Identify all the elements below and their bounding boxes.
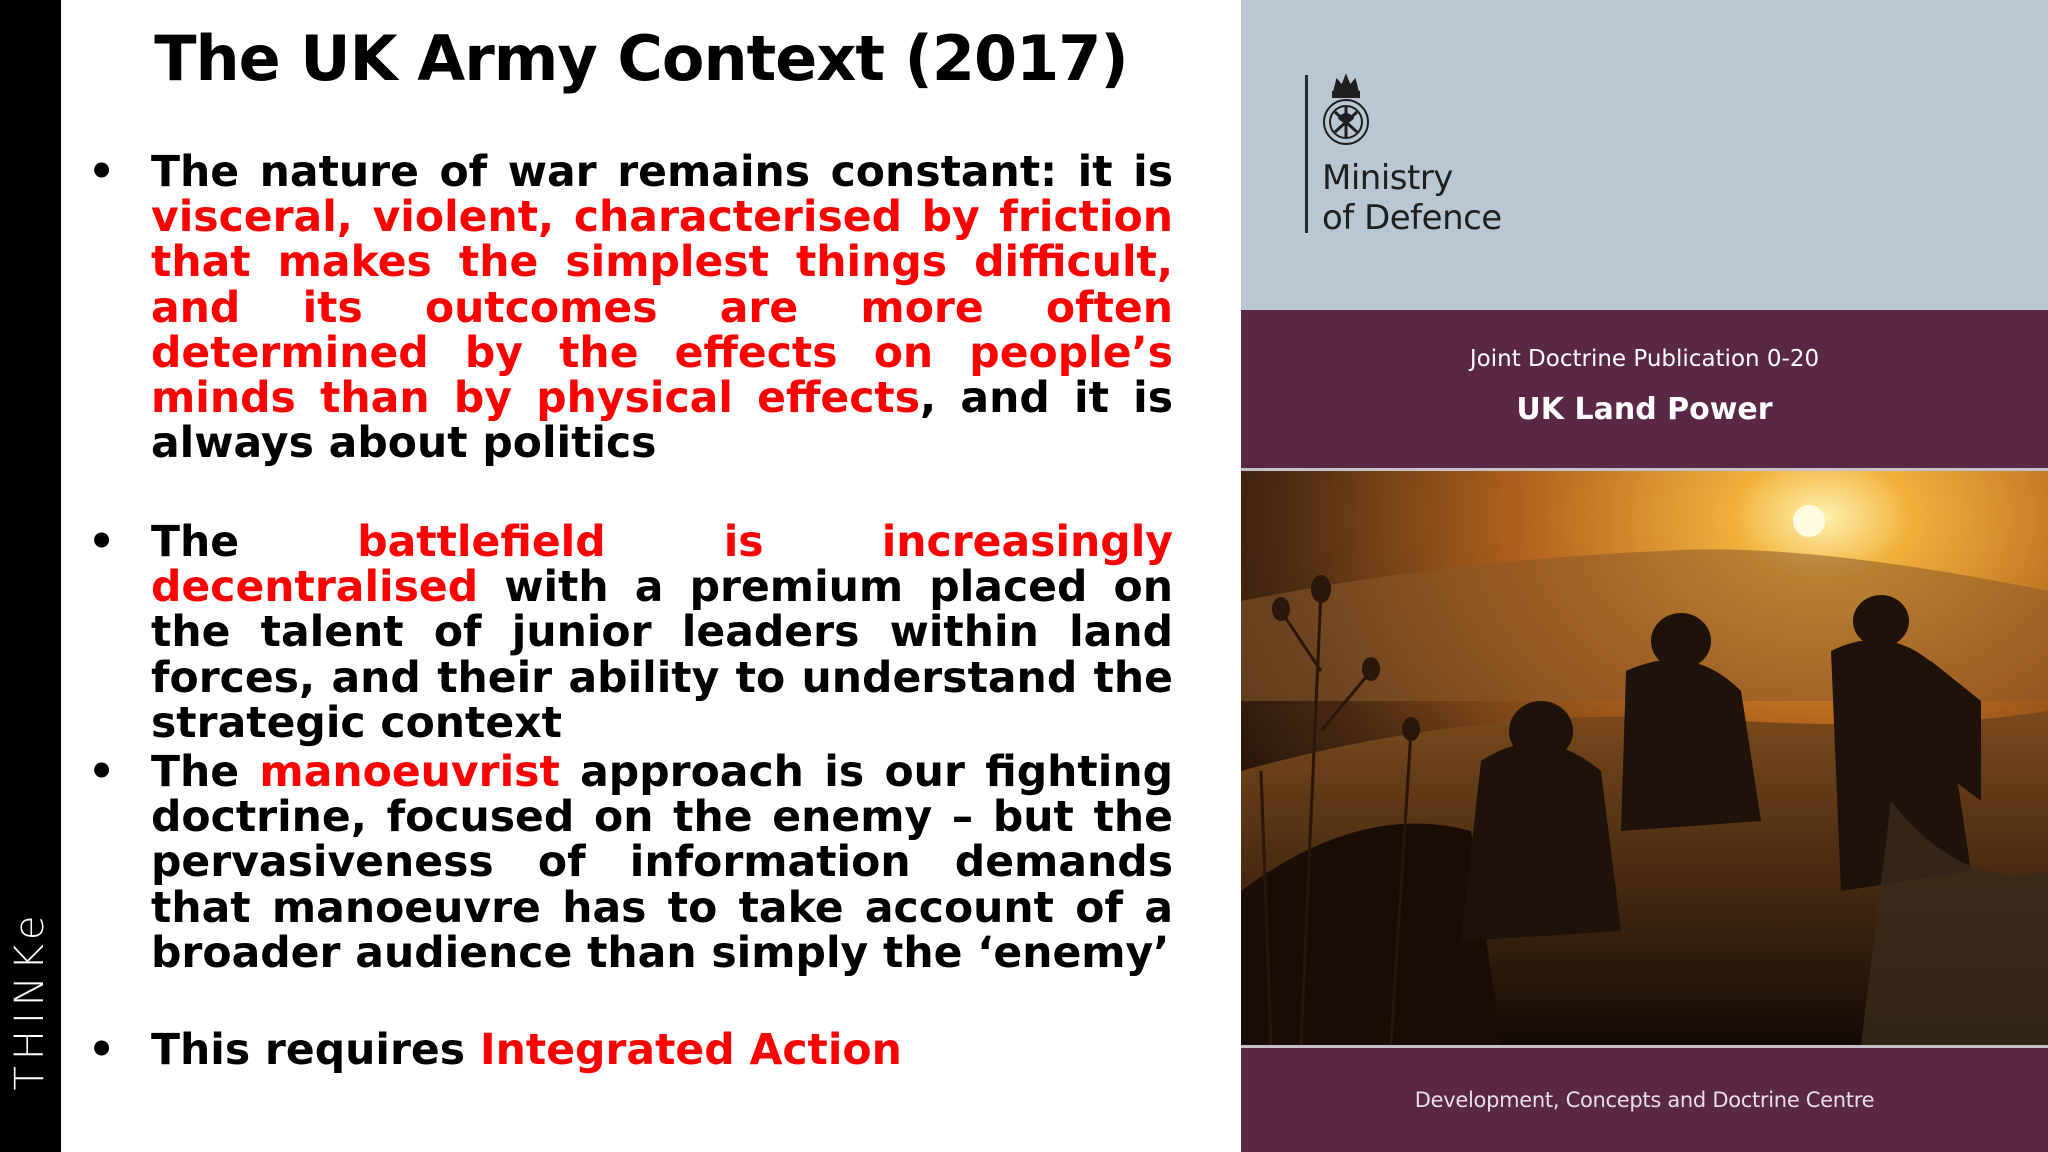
organisation-name xyxy=(1322,158,1502,238)
bullet-highlight: visceral, violent, characterised by friction that makes the simplest things difficult, and its outcomes are more often determined by the effects on people’s minds than by physical effects xyxy=(151,193,1173,424)
organisation-name-line2: of Defence xyxy=(1322,198,1502,238)
publication-title: UK Land Power xyxy=(1516,392,1773,427)
soldiers-at-sunset-photo xyxy=(1241,471,2048,1045)
bullet-highlight: battlefield is increasingly decentralised xyxy=(151,518,1173,613)
slide-title: The UK Army Context (2017) xyxy=(154,22,1128,95)
cover-photo xyxy=(1241,468,2048,1048)
bullet-list xyxy=(88,148,1174,1075)
mod-crest-icon xyxy=(1317,70,1375,152)
bullet-text: This requires xyxy=(151,1026,480,1075)
side-strip xyxy=(0,0,61,1152)
bullet-text: with a premium placed on the talent of junior leaders within land forces, and their ability to understand the strategic context xyxy=(151,563,1173,748)
logo-divider xyxy=(1305,75,1308,233)
organisation-name-line1: Ministry xyxy=(1322,158,1453,198)
bullet-text: approach is our fighting doctrine, focused on the enemy – but the pervasiveness of information demands that manoeuvre has to take account of a broader audience than simply the ‘enemy’ xyxy=(151,748,1173,978)
bullet-text: The xyxy=(151,748,260,797)
bullet-item xyxy=(88,148,1174,469)
cover-header xyxy=(1241,0,2048,310)
bullet-item xyxy=(88,1028,1173,1073)
bullet-item xyxy=(88,520,1173,746)
publication-number: Joint Doctrine Publication 0-20 xyxy=(1469,346,1820,372)
bullet-text: The xyxy=(151,518,358,567)
publisher-name: Development, Concepts and Doctrine Centre xyxy=(1414,1088,1875,1112)
side-label: THINKe xyxy=(7,909,53,1091)
document-cover xyxy=(1241,0,2048,1152)
bullet-item xyxy=(88,750,1173,976)
bullet-highlight: manoeuvrist xyxy=(259,748,560,797)
bullet-highlight: Integrated Action xyxy=(479,1026,902,1075)
bullet-text: The nature of war remains constant: it is xyxy=(151,148,1173,197)
bullet-text: , and it is always about politics xyxy=(151,374,1174,469)
